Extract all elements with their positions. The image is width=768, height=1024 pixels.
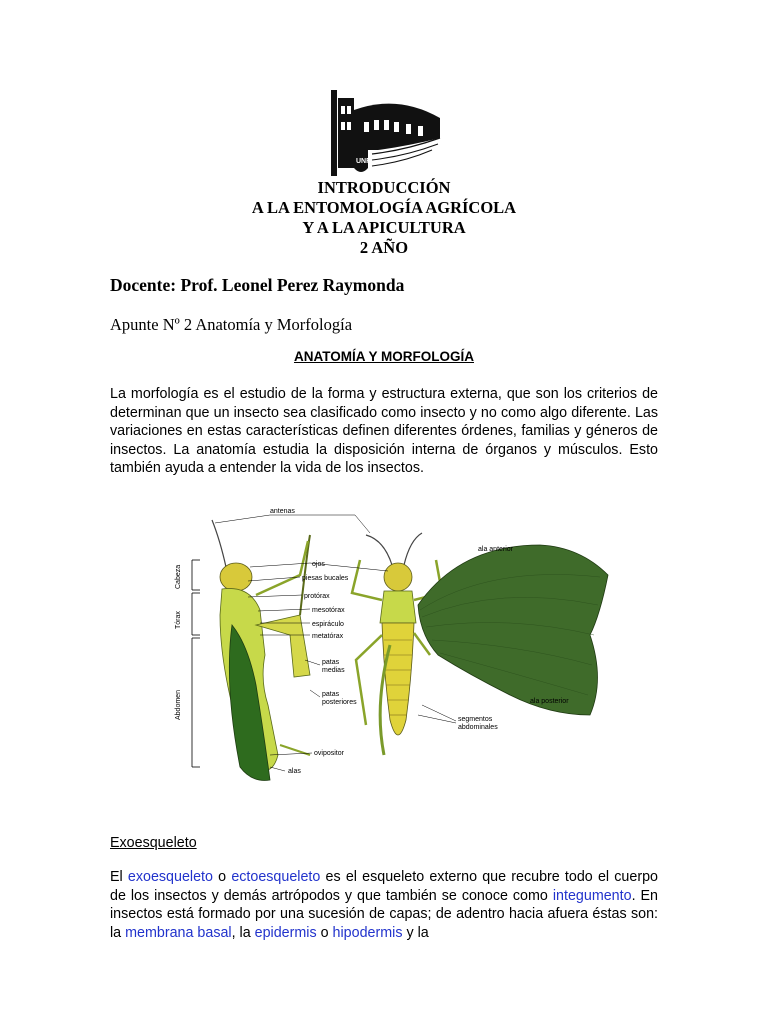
label-protorax: protórax — [304, 593, 330, 600]
wing-shape — [418, 545, 608, 715]
label-patas-posteriores-2: posteriores — [322, 699, 357, 706]
label-ovipositor: ovipositor — [314, 750, 344, 757]
exo-text-2: o — [212, 869, 232, 885]
side-view-grasshopper — [212, 520, 310, 780]
label-patas-medias-1: patas — [322, 659, 340, 666]
link-ectoesqueleto[interactable]: ectoesqueleto — [231, 869, 321, 885]
label-ala-posterior: ala posterior — [530, 698, 569, 705]
document-title — [0, 178, 768, 258]
label-torax: Tórax — [175, 611, 182, 629]
label-segmentos-2: abdominales — [458, 724, 498, 731]
link-hipodermis[interactable]: hipodermis — [332, 924, 403, 941]
title-line-2: A LA ENTOMOLOGÍA AGRÍCOLA — [251, 198, 517, 217]
title-line-1: INTRODUCCIÓN — [317, 178, 451, 197]
teacher-name: Docente: Prof. Leonel Perez Raymonda — [110, 275, 405, 295]
logo-text: UNR — [356, 158, 372, 165]
label-abdomen: Abdomen — [175, 690, 182, 720]
label-patas-posteriores-1: patas — [322, 691, 340, 698]
exo-text-7: y la — [402, 924, 429, 941]
label-patas-medias-2: medias — [322, 667, 345, 674]
intro-paragraph: La morfología es el estudio de la forma y estructura externa, que son los criterios de determinan que un insecto sea clasificado como insecto y no como algo diferente. Las variaciones en estas características definen diferentes órdenes, familias y géneros de insectos. La anatomía estudia la disposición interna de órganos y músculos. Esto también ayuda a entender la vida de los insectos. — [110, 386, 658, 477]
exo-text-6: o — [316, 924, 333, 941]
link-epidermis[interactable]: epidermis — [254, 924, 317, 941]
exoesqueleto-paragraph — [110, 868, 658, 942]
exo-text-5: , la — [231, 924, 255, 941]
link-integumento[interactable]: integumento — [552, 887, 632, 904]
label-espiraculo: espiráculo — [312, 621, 344, 628]
label-piezas-bucales: piesas bucales — [302, 575, 349, 582]
label-ala-anterior: ala anterior — [478, 546, 514, 553]
apunte-subtitle: Apunte Nº 2 Anatomía y Morfología — [110, 315, 353, 334]
title-line-3: Y A LA APICULTURA — [302, 218, 466, 237]
label-segmentos-1: segmentos — [458, 716, 493, 723]
top-view-grasshopper — [352, 533, 442, 755]
label-cabeza: Cabeza — [175, 564, 182, 589]
exo-text-3: es el esqueleto externo que recubre todo el cuerpo de los insectos y demás artrópodos y que también se conoce como — [110, 869, 658, 904]
grasshopper-anatomy-figure — [160, 505, 610, 795]
label-mesotorax: mesotórax — [312, 607, 345, 614]
exoesqueleto-heading: Exoesqueleto — [110, 835, 197, 851]
label-metatorax: metatórax — [312, 633, 344, 640]
label-ojos: ojos — [312, 561, 325, 568]
label-alas: alas — [288, 768, 301, 775]
exo-text-1: El — [110, 869, 128, 885]
link-membrana-basal[interactable]: membrana basal — [125, 924, 232, 941]
university-logo — [328, 88, 442, 180]
title-line-4: 2 AÑO — [359, 238, 409, 257]
label-antenas: antenas — [270, 508, 295, 515]
exo-text-4: . En insectos está formado por una sucesión de capas; de adentro hacia afuera éstas son: la — [110, 887, 659, 941]
section-heading: ANATOMÍA Y MORFOLOGÍA — [293, 349, 474, 364]
link-exoesqueleto[interactable]: exoesqueleto — [127, 869, 213, 885]
